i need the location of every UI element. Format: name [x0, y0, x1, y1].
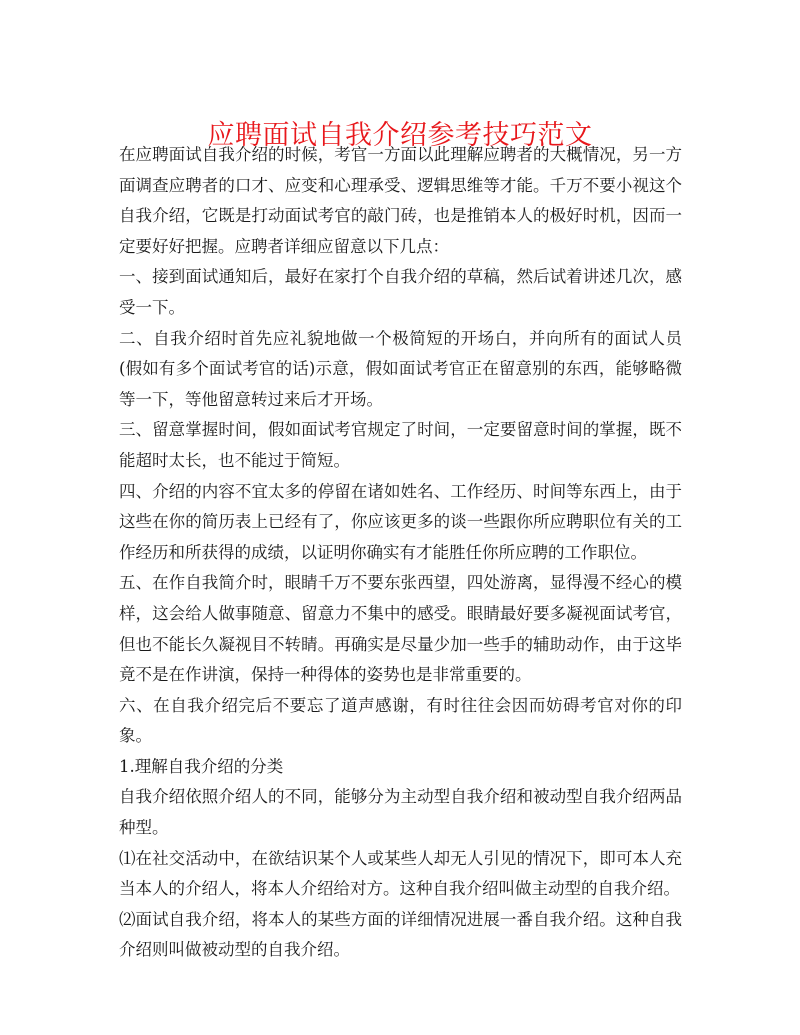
- paragraph-tip-1: 一、接到面试通知后，最好在家打个自我介绍的草稿，然后试着讲述几次，感受一下。: [119, 267, 682, 317]
- document-body: [119, 140, 682, 966]
- paragraph-tip-4: 四、介绍的内容不宜太多的停留在诸如姓名、工作经历、时间等东西上，由于这些在你的简历表上已经有了，你应该更多的谈一些跟你所应聘职位有关的工作经历和所获得的成绩，以证明你确实有才能胜任你所应聘的工作职位。: [119, 481, 682, 562]
- paragraph-tip-6: 六、在自我介绍完后不要忘了道声感谢，有时往往会因而妨碍考官对你的印象。: [119, 695, 682, 746]
- paragraph-tip-3: 三、留意掌握时间，假如面试考官规定了时间，一定要留意时间的掌握，既不能超时太长，也不能过于简短。: [119, 420, 682, 470]
- paragraph-tip-5: 五、在作自我简介时，眼睛千万不要东张西望，四处游离，显得漫不经心的模样，这会给人做事随意、留意力不集中的感受。眼睛最好要多凝视面试考官，但也不能长久凝视目不转睛。再确实是尽量少加一些手的辅助动作，由于这毕竟不是在作讲演，保持一种得体的姿势也是非常重要的。: [119, 573, 682, 685]
- paragraph-active-type: ⑴在社交活动中，在欲结识某个人或某些人却无人引见的情况下，即可本人充当本人的介绍人，将本人介绍给对方。这种自我介绍叫做主动型的自我介绍。: [119, 848, 682, 899]
- section-heading-1: 1.理解自我介绍的分类: [119, 756, 284, 776]
- paragraph-classification: 自我介绍依照介绍人的不同，能够分为主动型自我介绍和被动型自我介绍两品种型。: [119, 787, 682, 838]
- document-title: 应聘面试自我介绍参考技巧范文: [207, 120, 593, 152]
- paragraph-tip-2: 二、自我介绍时首先应礼貌地做一个极简短的开场白，并向所有的面试人员(假如有多个面试考官的话)示意，假如面试考官正在留意别的东西，能够略微等一下，等他留意转过来后才开场。: [119, 328, 682, 409]
- paragraph-passive-type: ⑵面试自我介绍，将本人的某些方面的详细情况进展一番自我介绍。这种自我介绍则叫做被动型的自我介绍。: [119, 909, 682, 960]
- paragraph-intro: 在应聘面试自我介绍的时候，考官一方面以此理解应聘者的大概情况，另一方面调查应聘者的口才、应变和心理承受、逻辑思维等才能。千万不要小视这个自我介绍，它既是打动面试考官的敲门砖，也是推销本人的极好时机，因而一定要好好把握。应聘者详细应留意以下几点：: [119, 145, 682, 256]
